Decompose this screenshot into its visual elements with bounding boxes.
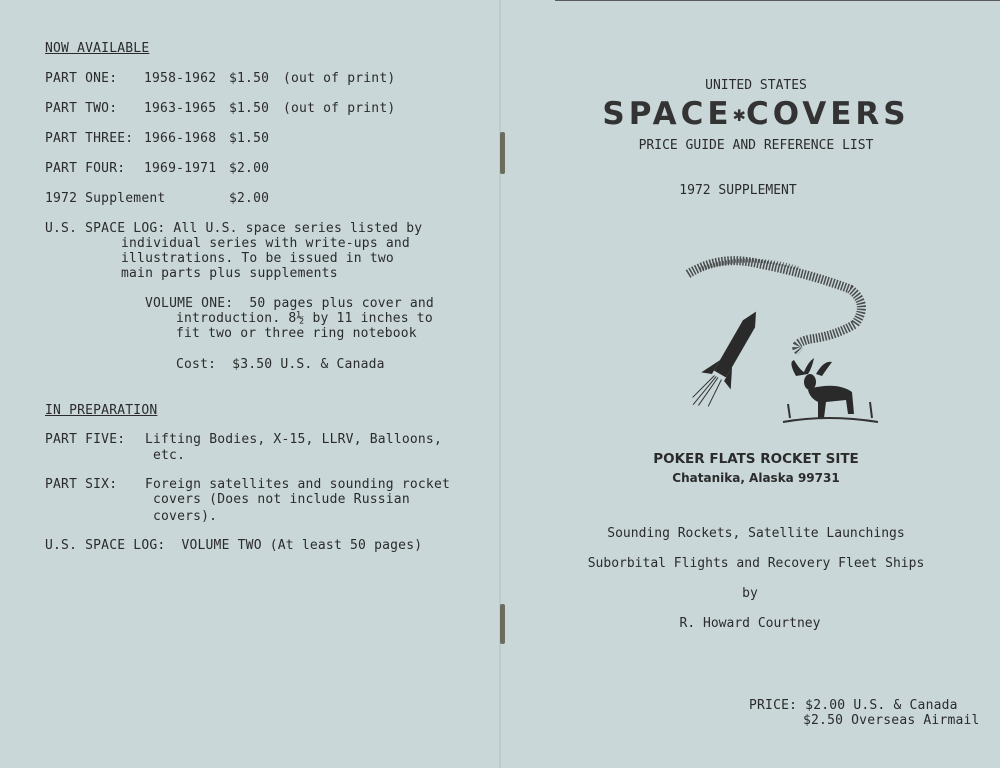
part-label: PART ONE: bbox=[45, 71, 118, 86]
right-page bbox=[500, 0, 1000, 768]
country-label: UNITED STATES bbox=[705, 78, 807, 93]
supplement-price: $2.00 bbox=[229, 191, 270, 206]
part-price: $1.50 bbox=[229, 131, 270, 146]
part-five-line: etc. bbox=[153, 448, 186, 463]
part-price: $2.00 bbox=[229, 161, 270, 176]
title-covers: COVERS bbox=[745, 96, 910, 132]
part-label: PART TWO: bbox=[45, 101, 118, 116]
part-label: PART FOUR: bbox=[45, 161, 126, 176]
site-name: POKER FLATS ROCKET SITE bbox=[653, 451, 859, 467]
part-price: $1.50 bbox=[229, 71, 270, 86]
space-log-line: illustrations. To be issued in two bbox=[121, 251, 394, 266]
part-six-line: covers (Does not include Russian bbox=[153, 492, 410, 507]
author-name: R. Howard Courtney bbox=[679, 616, 821, 631]
space-log-line: individual series with write-ups and bbox=[121, 236, 410, 251]
site-address: Chatanika, Alaska 99731 bbox=[672, 471, 840, 485]
part-price: $1.50 bbox=[229, 101, 270, 116]
edition-label: 1972 SUPPLEMENT bbox=[679, 183, 797, 198]
rocket-moose-illustration bbox=[650, 244, 880, 449]
title-space: SPACE bbox=[602, 96, 733, 132]
part-note: (out of print) bbox=[283, 101, 396, 116]
supplement-label: 1972 Supplement bbox=[45, 191, 166, 206]
now-available-heading: NOW AVAILABLE bbox=[45, 41, 150, 56]
part-six-label: PART SIX: bbox=[45, 477, 118, 492]
volume-one-line: fit two or three ring notebook bbox=[176, 326, 417, 341]
part-six-line: Foreign satellites and sounding rocket bbox=[145, 477, 451, 492]
part-years: 1969-1971 bbox=[144, 161, 217, 176]
part-five-line: Lifting Bodies, X-15, LLRV, Balloons, bbox=[145, 432, 442, 447]
part-years: 1963-1965 bbox=[144, 101, 217, 116]
volume-one-line: introduction. 8½ by 11 inches to bbox=[176, 311, 433, 326]
volume-one-cost: Cost: $3.50 U.S. & Canada bbox=[176, 357, 385, 372]
price-line-1: PRICE: $2.00 U.S. & Canada bbox=[749, 698, 958, 713]
space-log-line: main parts plus supplements bbox=[121, 266, 338, 281]
star-icon: ✱ bbox=[732, 106, 746, 125]
price-line-2: $2.50 Overseas Airmail bbox=[803, 713, 980, 728]
cover-title bbox=[506, 96, 1000, 132]
volume-one-line: VOLUME ONE: 50 pages plus cover and bbox=[145, 296, 434, 311]
part-five-label: PART FIVE: bbox=[45, 432, 126, 447]
part-six-line: covers). bbox=[153, 509, 218, 524]
part-label: PART THREE: bbox=[45, 131, 134, 146]
part-years: 1958-1962 bbox=[144, 71, 217, 86]
part-years: 1966-1968 bbox=[144, 131, 217, 146]
in-preparation-heading: IN PREPARATION bbox=[45, 403, 158, 418]
space-log-line: U.S. SPACE LOG: All U.S. space series listed by bbox=[45, 221, 423, 236]
space-log-volume-two: U.S. SPACE LOG: VOLUME TWO (At least 50 pages) bbox=[45, 538, 423, 553]
part-note: (out of print) bbox=[283, 71, 396, 86]
by-label: by bbox=[742, 586, 758, 601]
topic-line-1: Sounding Rockets, Satellite Launchings bbox=[607, 526, 905, 541]
topic-line-2: Suborbital Flights and Recovery Fleet Ships bbox=[587, 556, 925, 571]
cover-subtitle: PRICE GUIDE AND REFERENCE LIST bbox=[638, 138, 874, 153]
